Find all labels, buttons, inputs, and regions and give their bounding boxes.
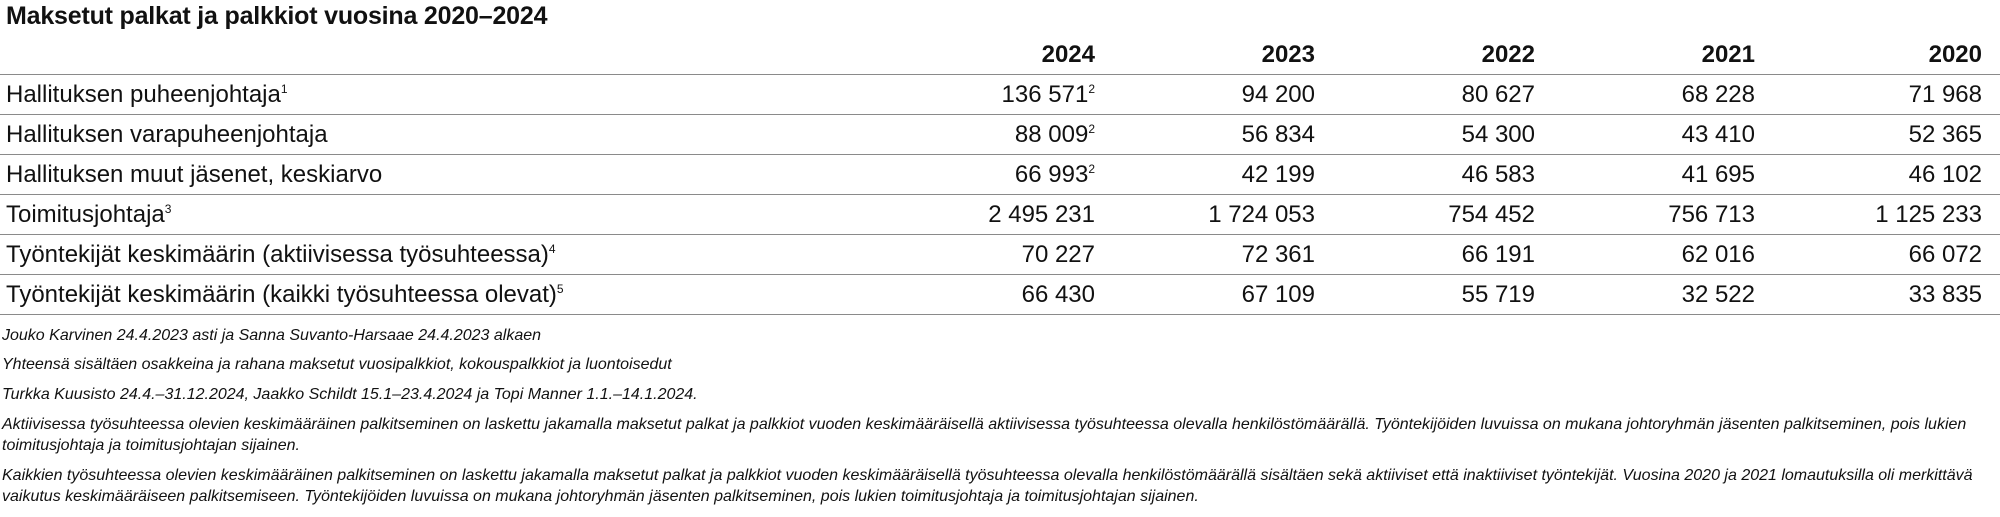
year-header-2023: 2023 — [1095, 30, 1315, 75]
value-cell: 754 452 — [1315, 195, 1535, 235]
row-label: Hallituksen puheenjohtaja$^1$ — [0, 75, 980, 115]
footnote-5: Kaikkien työsuhteessa olevien keskimääräinen palkitseminen on laskettu jakamalla maksetut palkat ja palkkiot vuoden keskimääräisellä työsuhteessa olevalla henkilöstömäärällä sisältäen sekä aktiiviset että inaktiiviset työntekijät. Vuosina 2020 ja 2021 lomautuksilla oli merkittävä vaikutus keskimääräiseen palkitsemiseen. Työntekijöiden luvuissa on mukana johtoryhmän jäsenten palkitseminen, pois lukien toimitusjohtaja ja toimitusjohtajan sijainen. — [2, 467, 1973, 505]
footnotes — [0, 325, 1995, 507]
value-cell: 72 361 — [1095, 235, 1315, 275]
value-cell: 56 834 — [1095, 115, 1315, 155]
value-cell: 66 $993^2$ — [980, 155, 1095, 195]
value-cell: 68 228 — [1535, 75, 1755, 115]
year-header-2024: 2024 — [980, 30, 1095, 75]
value-cell: 70 227 — [980, 235, 1095, 275]
table-row — [0, 115, 2000, 155]
value-cell: 66 191 — [1315, 235, 1535, 275]
value-cell: 52 365 — [1755, 115, 2000, 155]
value-cell: 33 835 — [1755, 275, 2000, 315]
value-cell: 88 $009^2$ — [980, 115, 1095, 155]
table-row — [0, 235, 2000, 275]
value-cell: 42 199 — [1095, 155, 1315, 195]
header-label-cell — [0, 30, 980, 75]
table-row — [0, 155, 2000, 195]
value-cell: 67 109 — [1095, 275, 1315, 315]
row-label: Työntekijät keskimäärin (kaikki työsuhteessa olevat)$^5$ — [0, 275, 980, 315]
year-header-2022: 2022 — [1315, 30, 1535, 75]
footnote-1: Jouko Karvinen 24.4.2023 asti ja Sanna Suvanto-Harsaae 24.4.2023 alkaen — [2, 327, 542, 344]
value-cell: 136 $571^2$ — [980, 75, 1095, 115]
value-cell: 80 627 — [1315, 75, 1535, 115]
value-cell: 41 695 — [1535, 155, 1755, 195]
pay-table — [0, 30, 2000, 315]
value-cell: 62 016 — [1535, 235, 1755, 275]
value-cell: 43 410 — [1535, 115, 1755, 155]
value-cell: 46 583 — [1315, 155, 1535, 195]
value-cell: 55 719 — [1315, 275, 1535, 315]
value-cell: 54 300 — [1315, 115, 1535, 155]
value-cell: 756 713 — [1535, 195, 1755, 235]
row-label: Hallituksen muut jäsenet, keskiarvo — [0, 155, 980, 195]
header-row — [0, 30, 2000, 75]
value-cell: 1 125 233 — [1755, 195, 2000, 235]
footnote-3: Turkka Kuusisto 24.4.–31.12.2024, Jaakko Schildt 15.1–23.4.2024 ja Topi Manner 1.1.–14.1.2024. — [2, 386, 698, 403]
value-cell: 66 430 — [980, 275, 1095, 315]
row-label: Toimitusjohtaja$^3$ — [0, 195, 980, 235]
value-cell: 71 968 — [1755, 75, 2000, 115]
year-header-2020: 2020 — [1755, 30, 2000, 75]
row-label: Hallituksen varapuheenjohtaja — [0, 115, 980, 155]
row-label: Työntekijät keskimäärin (aktiivisessa työsuhteessa)$^4$ — [0, 235, 980, 275]
year-header-2021: 2021 — [1535, 30, 1755, 75]
table-row — [0, 275, 2000, 315]
table-row — [0, 75, 2000, 115]
table-row — [0, 195, 2000, 235]
value-cell: 46 102 — [1755, 155, 2000, 195]
value-cell: 1 724 053 — [1095, 195, 1315, 235]
value-cell: 94 200 — [1095, 75, 1315, 115]
table-title: Maksetut palkat ja palkkiot vuosina 2020–2024 — [6, 2, 548, 30]
value-cell: 66 072 — [1755, 235, 2000, 275]
footnote-4: Aktiivisessa työsuhteessa olevien keskimääräinen palkitseminen on laskettu jakamalla maksetut palkat ja palkkiot vuoden keskimääräisellä aktiivisessa työsuhteessa olevalla henkilöstömäärällä. Työntekijöiden luvuissa on mukana johtoryhmän jäsenten palkitseminen, pois lukien toimitusjohtaja ja toimitusjohtajan sijainen. — [2, 416, 1967, 454]
footnote-2: Yhteensä sisältäen osakkeina ja rahana maksetut vuosipalkkiot, kokouspalkkiot ja luontoisedut — [2, 356, 672, 373]
value-cell: 32 522 — [1535, 275, 1755, 315]
value-cell: 2 495 231 — [980, 195, 1095, 235]
